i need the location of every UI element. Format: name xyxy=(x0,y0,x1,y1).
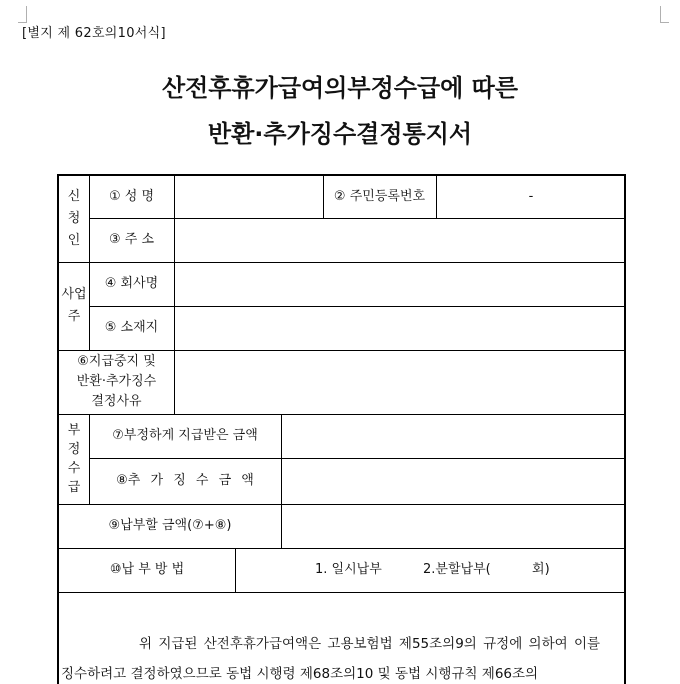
form-number: [별지 제 62호의10서식] xyxy=(22,26,166,41)
applicant-label-1: 신 xyxy=(67,189,81,204)
fraud-section-label xyxy=(59,414,89,504)
location-value[interactable] xyxy=(174,306,626,350)
fraud-label-1: 부 xyxy=(67,423,81,438)
company-label: ④ 회사명 xyxy=(104,276,159,291)
address-label: ③ 주 소 xyxy=(108,232,155,247)
page-corner-mark-right xyxy=(660,6,669,23)
notice-text-line2: 징수하려고 결정하였으므로 동법 시행령 제68조의10 및 동법 시행규칙 제66조의 xyxy=(61,666,539,682)
reason-label-line3: 결정사유 xyxy=(91,394,142,409)
applicant-label-3: 인 xyxy=(67,233,81,248)
page-corner-mark-left xyxy=(18,6,27,23)
document-title-line2: 반환·추가징수결정통지서 xyxy=(207,120,473,148)
payable-amount-label: ⑨납부할 금액(⑦+⑧) xyxy=(108,518,232,533)
location-label: ⑤ 소재지 xyxy=(104,320,159,335)
ssn-value[interactable]: - xyxy=(528,189,534,204)
employer-label-2: 주 xyxy=(67,309,81,324)
name-value[interactable] xyxy=(174,176,323,218)
company-value[interactable] xyxy=(174,262,626,306)
employer-label-1: 사업 xyxy=(61,287,87,302)
fraud-label-3: 수 xyxy=(67,461,81,476)
additional-amount-value[interactable] xyxy=(281,458,626,504)
fraud-amount-label: ⑦부정하게 지급받은 금액 xyxy=(112,428,258,443)
fraud-label-4: 급 xyxy=(67,480,81,495)
reason-label-line2: 반환·추가징수 xyxy=(76,374,157,389)
payment-method-label: ⑩납 부 방 법 xyxy=(109,562,185,577)
name-label: ① 성 명 xyxy=(108,189,155,204)
payment-method-options xyxy=(235,548,626,592)
additional-amount-label: ⑧추 가 징 수 금 액 xyxy=(116,473,254,488)
payment-option-installment[interactable]: 2.분할납부( 회) xyxy=(423,562,550,577)
reason-value[interactable] xyxy=(174,350,626,414)
ssn-label: ② 주민등록번호 xyxy=(333,189,426,204)
address-value[interactable] xyxy=(174,218,626,262)
notice-form xyxy=(57,174,626,684)
reason-label xyxy=(59,350,174,414)
payment-option-lump-sum[interactable]: 1. 일시납부 xyxy=(315,562,382,577)
applicant-label-2: 청 xyxy=(67,211,81,226)
document-title-line1: 산전후휴가급여의부정수급에 따른 xyxy=(161,74,519,102)
reason-label-line1: ⑥지급중지 및 xyxy=(77,354,156,369)
employer-section-label xyxy=(59,262,89,350)
notice-text-line1: 위 지급된 산전후휴가급여액은 고용보험법 제55조의9의 규정에 의하여 이를 xyxy=(139,636,601,652)
fraud-amount-value[interactable] xyxy=(281,414,626,458)
applicant-section-label xyxy=(59,176,89,262)
payable-amount-value[interactable] xyxy=(281,504,626,548)
fraud-label-2: 정 xyxy=(67,442,81,457)
rule xyxy=(59,592,626,593)
